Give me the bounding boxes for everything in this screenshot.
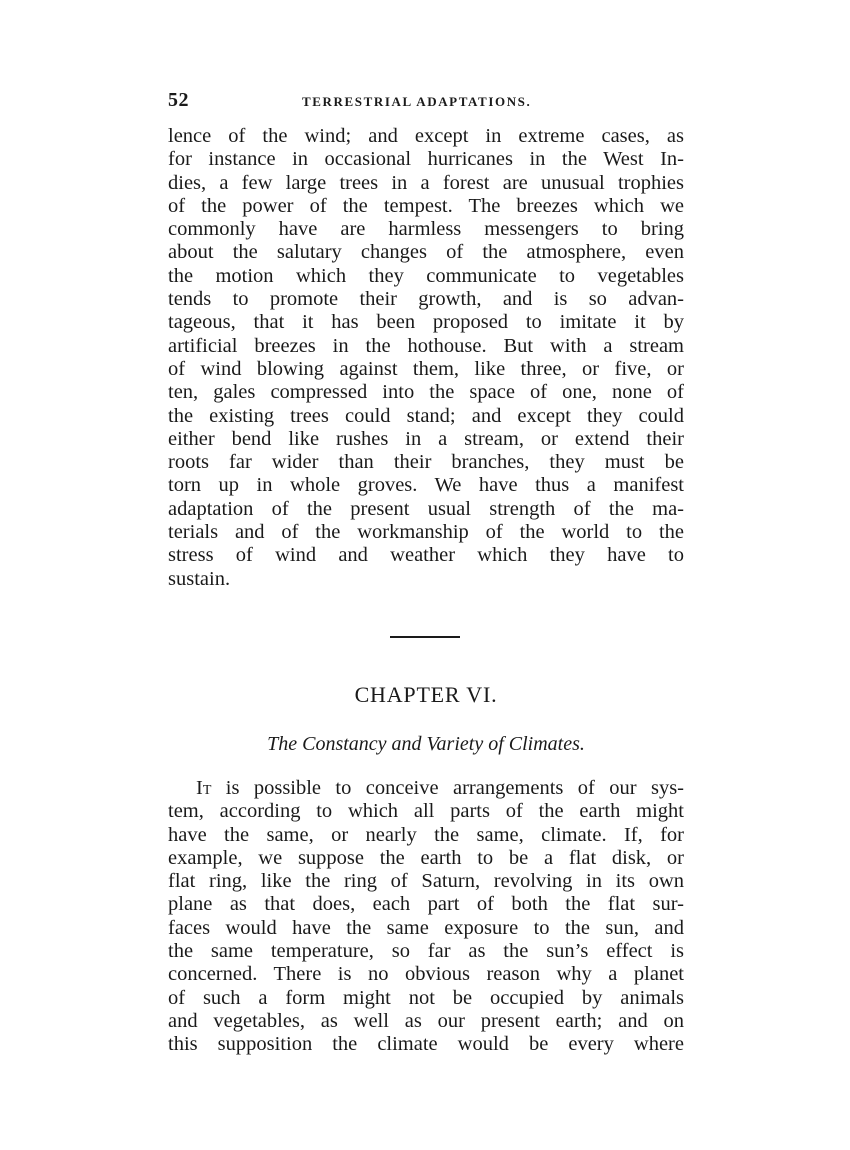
text-line: faces would have the same exposure to the sun, and bbox=[168, 916, 684, 939]
text-line: concerned. There is no obvious reason why a planet bbox=[168, 963, 684, 986]
text-line: stress of wind and weather which they have to bbox=[168, 544, 684, 567]
text-line: have the same, or nearly the same, climate. If, for bbox=[168, 823, 684, 846]
first-line-text: is possible to conceive arrangements of our sys- bbox=[211, 777, 684, 799]
text-line: example, we suppose the earth to be a flat disk, or bbox=[168, 846, 684, 869]
text-line: commonly have are harmless messengers to bring bbox=[168, 218, 684, 241]
text-line: adaptation of the present usual strength of the ma- bbox=[168, 497, 684, 520]
text-line: flat ring, like the ring of Saturn, revolving in its own bbox=[168, 870, 684, 893]
section-divider bbox=[390, 636, 460, 638]
text-line: plane as that does, each part of both the flat sur- bbox=[168, 893, 684, 916]
text-line: and vegetables, as well as our present earth; and on bbox=[168, 1009, 684, 1032]
text-line: artificial breezes in the hothouse. But with a stream bbox=[168, 334, 684, 357]
text-line: either bend like rushes in a stream, or extend their bbox=[168, 427, 684, 450]
text-line: about the salutary changes of the atmosphere, even bbox=[168, 241, 684, 264]
text-line: dies, a few large trees in a forest are unusual trophies bbox=[168, 171, 684, 194]
text-line: terials and of the workmanship of the world to the bbox=[168, 521, 684, 544]
text-line: of wind blowing against them, like three, or five, or bbox=[168, 357, 684, 380]
running-title: TERRESTRIAL ADAPTATIONS. bbox=[302, 94, 532, 109]
text-line-first bbox=[168, 777, 684, 800]
paragraph-continuation bbox=[168, 125, 684, 591]
text-line: the motion which they communicate to vegetables bbox=[168, 264, 684, 287]
text-line: the same temperature, so far as the sun’s effect is bbox=[168, 940, 684, 963]
running-head bbox=[168, 89, 684, 113]
chapter-subtitle: The Constancy and Variety of Climates. bbox=[267, 733, 585, 755]
text-line: tageous, that it has been proposed to imitate it by bbox=[168, 311, 684, 334]
text-line: tem, according to which all parts of the earth might bbox=[168, 800, 684, 823]
chapter-title: CHAPTER VI. bbox=[354, 682, 498, 707]
text-line: torn up in whole groves. We have thus a manifest bbox=[168, 474, 684, 497]
text-line: of the power of the tempest. The breezes which we bbox=[168, 194, 684, 217]
chapter-opening-paragraph bbox=[168, 777, 684, 1057]
text-line: for instance in occasional hurricanes in the West In- bbox=[168, 148, 684, 171]
text-line: of such a form might not be occupied by animals bbox=[168, 986, 684, 1009]
text-line: tends to promote their growth, and is so advan- bbox=[168, 288, 684, 311]
text-line: the existing trees could stand; and except they could bbox=[168, 404, 684, 427]
text-line: ten, gales compressed into the space of one, none of bbox=[168, 381, 684, 404]
text-line: lence of the wind; and except in extreme cases, as bbox=[168, 125, 684, 147]
text-line: this supposition the climate would be every where bbox=[168, 1033, 684, 1056]
text-line: roots far wider than their branches, they must be bbox=[168, 451, 684, 474]
text-line: sustain. bbox=[168, 567, 231, 590]
lead-word: It bbox=[196, 777, 212, 799]
page-number: 52 bbox=[168, 89, 189, 111]
